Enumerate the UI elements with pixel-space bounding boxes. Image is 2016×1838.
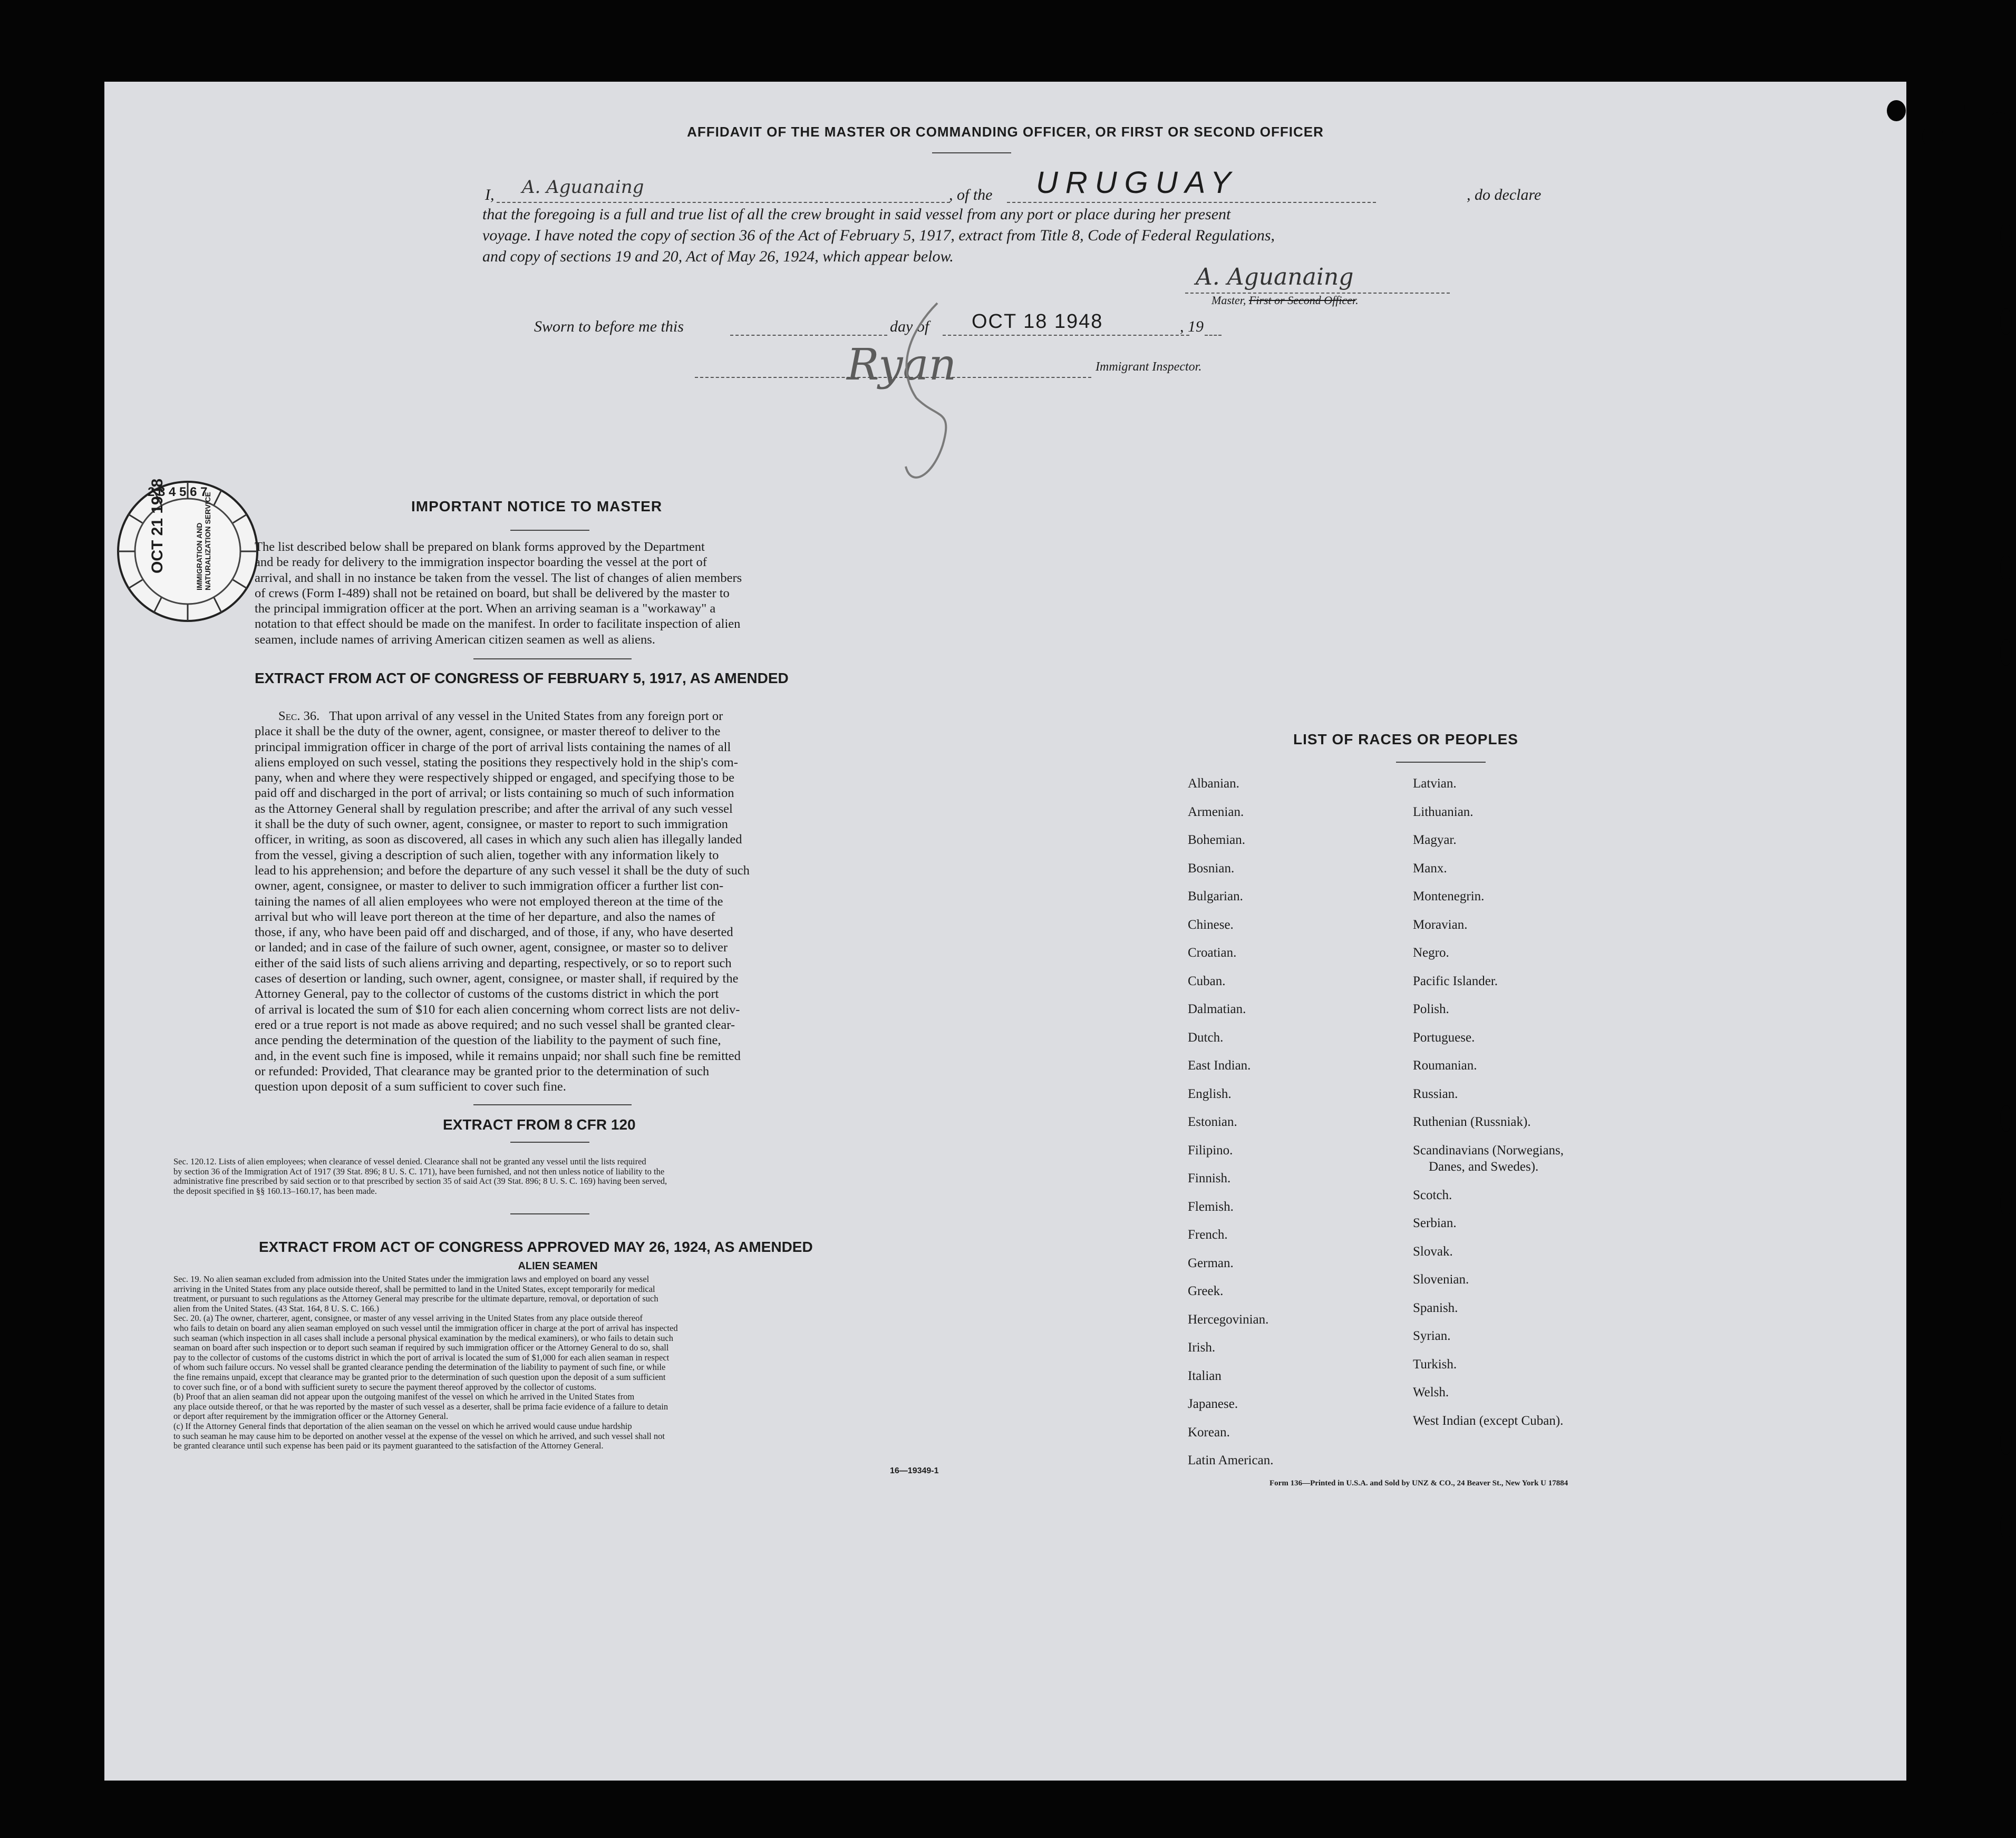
text-line: arrival, and shall in no instance be taken from the vessel. The list of changes of alien members <box>255 570 742 585</box>
punch-hole <box>1988 112 2011 138</box>
text-line: (b) Proof that an alien seaman did not appear upon the outgoing manifest of the vessel on which he arrived in the United States from <box>173 1392 635 1402</box>
race-item: Finnish. <box>1188 1171 1231 1185</box>
race-item: Flemish. <box>1188 1199 1234 1214</box>
extract-cfr-lines <box>173 1157 1049 1196</box>
master-label-suffix: . <box>1355 294 1359 307</box>
punch-hole <box>2000 1513 2012 1539</box>
text-line: of arrival is located the sum of $10 for each alien concerning whom correct lists are not deliv- <box>255 1002 740 1017</box>
master-signature: A. Aguanaing <box>1196 264 1354 290</box>
title-divider <box>932 152 1011 153</box>
text-line: either of the said lists of such aliens arriving and departing, respectively, or so to report such <box>255 956 732 970</box>
notice-title: IMPORTANT NOTICE TO MASTER <box>411 498 663 514</box>
race-item: Negro. <box>1413 946 1449 960</box>
section-divider <box>473 658 632 659</box>
text-line: who fails to detain on board any alien seaman employed on such vessel until the immigration officer in charge at the port of arrival has inspected <box>173 1322 678 1333</box>
text-line: to cover such fine, or of a bond with sufficient surety to secure the payment thereof approved by the collector of customs. <box>173 1382 596 1392</box>
text-line: the fine remains unpaid, except that clearance may be granted prior to the determination of such question upon the deposit of a sum sufficient <box>173 1372 666 1382</box>
race-item: Turkish. <box>1413 1357 1457 1372</box>
text-line: seamen, include names of arriving American citizen seamen as well as aliens. <box>255 632 655 647</box>
day-of-label: day of <box>890 318 929 335</box>
race-item: Slovak. <box>1413 1244 1453 1259</box>
stamp-ring-icon <box>116 480 259 623</box>
declaration-line: voyage. I have noted the copy of section 36 of the Act of February 5, 1917, extract from Title 8, Code of Federal Regulations, <box>482 227 1275 244</box>
text-line: ered or a true report is not made as above required; and no such vessel shall be granted clear- <box>255 1017 735 1032</box>
text-line: The list described below shall be prepared on blank forms approved by the Department <box>255 540 705 554</box>
extract-1924-lines <box>173 1275 1049 1451</box>
extract-cfr-body <box>173 1157 1049 1196</box>
race-item: Montenegrin. <box>1413 889 1485 903</box>
text-line: of crews (Form I-489) shall not be retained on board, but shall be delivered by the master to <box>255 586 730 600</box>
punch-hole <box>2000 1105 2012 1132</box>
race-item: Croatian. <box>1188 946 1237 960</box>
text-line: administrative fine prescribed by said section or to that prescribed by section 35 of said Act (39 Stat. 896; 8 U. S. C. 169) having been served, <box>173 1176 667 1187</box>
declaration-text <box>482 204 1589 267</box>
race-item: Danes, and Swedes). <box>1429 1160 1539 1174</box>
race-item: Hercegovinian. <box>1188 1312 1269 1327</box>
received-stamp <box>116 480 259 623</box>
race-item: Chinese. <box>1188 917 1234 932</box>
text-line: treatment, or pursuant to such regulations as the Attorney General may prescribe for the ultimate departure, removal, or deportation of such <box>173 1294 658 1304</box>
section-divider <box>510 1142 589 1143</box>
section-divider <box>1396 762 1486 763</box>
year-prefix: , 19 <box>1180 318 1204 335</box>
punch-hole <box>2000 308 2012 335</box>
text-line: the principal immigration officer at the port. When an arriving seaman is a "workaway" a <box>255 601 716 616</box>
race-item: Bulgarian. <box>1188 889 1243 903</box>
race-item: Latin American. <box>1188 1453 1274 1467</box>
inspector-flourish <box>832 287 990 493</box>
text-line: of whom such failure occurs. No vessel shall be granted clearance pending the determination of the liability to payment of such fine, or while <box>173 1362 666 1373</box>
text-line: and be ready for delivery to the immigration inspector boarding the vessel at the port of <box>255 555 707 570</box>
race-item: French. <box>1188 1228 1228 1242</box>
text-line: arrival but who will leave port thereon at the time of her departure, and also the names of <box>255 909 715 924</box>
of-the-label: , of the <box>949 186 993 203</box>
race-item: Filipino. <box>1188 1143 1233 1158</box>
race-item: Lithuanian. <box>1413 804 1474 819</box>
punch-hole <box>1887 100 1906 121</box>
extract-1924-subtitle: ALIEN SEAMEN <box>518 1260 598 1272</box>
race-item: Bohemian. <box>1188 833 1246 847</box>
text-line: pay to the collector of customs of the customs district in which the port of arrival is located the sum of $1,000 for each alien seaman in respect <box>173 1352 670 1363</box>
officer-signature: A. Aguanaing <box>522 177 644 198</box>
master-label-prefix: Master, <box>1211 294 1246 307</box>
race-item: German. <box>1188 1256 1234 1270</box>
punch-hole <box>1964 98 1982 118</box>
inspector-signature: Ryan <box>847 340 957 390</box>
stamp-date: OCT 21 1948 <box>149 478 166 573</box>
race-item: Pacific Islander. <box>1413 974 1498 988</box>
text-line: from the vessel, giving a description of such alien, together with any information likely to <box>255 848 719 862</box>
sworn-label: Sworn to before me this <box>534 318 684 335</box>
punch-hole <box>1922 125 1943 148</box>
race-item: English. <box>1188 1086 1232 1101</box>
text-line: ance pending the determination of the question of the liability to the payment of such fine, <box>255 1033 721 1048</box>
master-label <box>1211 294 1359 307</box>
notice-body <box>255 539 963 647</box>
extract-1917-title: EXTRACT FROM ACT OF CONGRESS OF FEBRUARY 5, 1917, AS AMENDED <box>255 670 789 686</box>
punch-hole <box>2000 223 2012 249</box>
race-item: Latvian. <box>1413 776 1457 791</box>
extract-cfr-title: EXTRACT FROM 8 CFR 120 <box>443 1116 636 1133</box>
race-item: Dutch. <box>1188 1030 1224 1045</box>
stamp-digits: 2 3 4 5 6 7 <box>148 485 208 499</box>
declaration-line: and copy of sections 19 and 20, Act of May 26, 1924, which appear below. <box>482 248 954 265</box>
text-line: place it shall be the duty of the owner, agent, consignee, or master thereof to deliver to the <box>255 724 721 739</box>
punch-hole <box>2000 1190 2012 1216</box>
date-stamp: OCT 18 1948 <box>972 310 1103 333</box>
form-code: 16—19349-1 <box>890 1466 939 1475</box>
text-line: Sec. 19. No alien seaman excluded from admission into the United States under the immigration laws and employed on board any vessel <box>173 1274 650 1284</box>
punch-hole <box>2000 639 2012 666</box>
text-line: taining the names of all alien employees who were not employed thereon at the time of the <box>255 894 723 909</box>
do-declare-label: , do declare <box>1467 186 1542 203</box>
extract-1924-title: EXTRACT FROM ACT OF CONGRESS APPROVED MAY 26, 1924, AS AMENDED <box>259 1239 813 1255</box>
text-line: cases of desertion or landing, such owner, agent, consignee, or master shall, if required by the <box>255 971 739 986</box>
text-line: paid off and discharged in the port of arrival; or lists containing so much of such information <box>255 786 734 801</box>
race-item: Welsh. <box>1413 1385 1449 1399</box>
race-item: Polish. <box>1413 1002 1449 1016</box>
race-item: Manx. <box>1413 861 1447 876</box>
text-line: such seaman (which inspection in all cases shall include a personal physical examination by the medical examiners), or who fails to detain such <box>173 1333 674 1343</box>
text-line: and, in the event such fine is imposed, while it remains unpaid; nor shall such fine be remitted <box>255 1048 741 1063</box>
race-item: Dalmatian. <box>1188 1002 1246 1016</box>
extract-1917-lines <box>255 708 963 1094</box>
text-line: or deport after requirement by the immigration officer or the Attorney General. <box>173 1411 449 1422</box>
text-line: lead to his apprehension; and before the departure of any such vessel it shall be the duty of such <box>255 863 750 878</box>
stamp-agency: IMMIGRATION AND NATURALIZATION SERVICE <box>195 492 212 590</box>
text-line: arriving in the United States from any place outside thereof, shall be permitted to land in the United States, except temporarily for medical <box>173 1283 655 1294</box>
race-item: Moravian. <box>1413 917 1468 932</box>
section-label: Sec. 36. <box>278 709 320 723</box>
text-line: officer, in writing, as soon as discovered, all cases in which any such alien has illegally landed <box>255 832 742 847</box>
race-item: Russian. <box>1413 1086 1458 1101</box>
race-item: Cuban. <box>1188 974 1226 988</box>
punch-hole <box>2000 555 2012 581</box>
race-item: Korean. <box>1188 1425 1230 1440</box>
race-item: Serbian. <box>1413 1216 1457 1230</box>
affidavit-title: AFFIDAVIT OF THE MASTER OR COMMANDING OFFICER, OR FIRST OR SECOND OFFICER <box>687 124 1324 140</box>
race-item: Greek. <box>1188 1284 1224 1298</box>
text-run: That upon arrival of any vessel in the United States from any foreign port or <box>329 709 723 723</box>
race-item: Albanian. <box>1188 776 1239 791</box>
race-item: East Indian. <box>1188 1058 1251 1073</box>
text-line: alien from the United States. (43 Stat. 164, 8 U. S. C. 166.) <box>173 1303 379 1314</box>
text-line: principal immigration officer in charge of the port of arrival lists containing the names of all <box>255 740 731 754</box>
race-item: Magyar. <box>1413 833 1457 847</box>
dotted-fill <box>695 377 1091 378</box>
race-item: Portuguese. <box>1413 1030 1475 1045</box>
text-line: seaman on board after such inspection or to deport such seaman if required by such immigration officer or the Attorney General to do so, shall <box>173 1343 669 1353</box>
text-line: Sec. 20. (a) The owner, charterer, agent, consignee, or master of any vessel arriving in the United States from any place outside thereof <box>173 1313 643 1324</box>
race-item: Slovenian. <box>1413 1272 1469 1287</box>
text-line: to such seaman he may cause him to be deported on another vessel at the expense of the vessel on which he arrived, and such vessel shall not <box>173 1431 665 1441</box>
form-note: Form 136—Printed in U.S.A. and Sold by UNZ & CO., 24 Beaver St., New York U 17884 <box>1269 1479 1568 1487</box>
extract-1924-body <box>173 1275 1049 1451</box>
race-item: Estonian. <box>1188 1115 1237 1129</box>
race-item: Irish. <box>1188 1340 1216 1355</box>
inspector-label: Immigrant Inspector. <box>1096 360 1202 374</box>
text-line: by section 36 of the Immigration Act of 1917 (39 Stat. 896; 8 U. S. C. 171), have been furnished, and not then unless notice of liability to the <box>173 1166 665 1176</box>
race-item: Italian <box>1188 1368 1222 1383</box>
section-divider <box>473 1104 632 1105</box>
text-line: Attorney General, pay to the collector of customs of the customs district in which the port <box>255 987 719 1001</box>
declaration-line: that the foregoing is a full and true list of all the crew brought in said vessel from any port or place during her present <box>482 206 1231 223</box>
text-line <box>255 708 963 724</box>
race-item: West Indian (except Cuban). <box>1413 1413 1564 1428</box>
section-divider <box>510 1213 589 1214</box>
text-line: notation to that effect should be made on the manifest. In order to facilitate inspection of alien <box>255 617 741 631</box>
text-line: Sec. 120.12. Lists of alien employees; when clearance of vessel denied. Clearance shall not be granted any vessel until the lists required <box>173 1156 646 1166</box>
race-item: Scotch. <box>1413 1188 1452 1202</box>
punch-hole <box>2000 1428 2012 1455</box>
section-divider <box>510 530 589 531</box>
text-line: question upon deposit of a sum sufficient to cover such fine. <box>255 1080 566 1094</box>
text-line: the deposit specified in §§ 160.13–160.17, has been made. <box>173 1185 377 1196</box>
text-line: owner, agent, consignee, or master to deliver to such immigration officer a further list con- <box>255 879 724 893</box>
race-item: Ruthenian (Russniak). <box>1413 1115 1531 1129</box>
race-item: Spanish. <box>1413 1300 1458 1315</box>
race-item: Japanese. <box>1188 1397 1238 1411</box>
text-line: those, if any, who have been paid off and discharged, and of those, if any, who have deserted <box>255 925 733 940</box>
text-line: aliens employed on such vessel, stating the positions they respectively hold in the ship's com- <box>255 755 738 770</box>
text-line: or landed; and in case of the failure of such owner, agent, consignee, or master so to deliver <box>255 940 728 955</box>
dotted-fill <box>1205 335 1222 336</box>
text-line: it shall be the duty of such owner, agent, consignee, or master to report to such immigration <box>255 817 728 832</box>
race-item: Syrian. <box>1413 1329 1451 1343</box>
text-line: as the Attorney General shall by regulation prescribe; and after the arrival of any such vessel <box>255 801 733 816</box>
document-page <box>104 82 1906 1781</box>
master-label-struck: First or Second Officer <box>1248 294 1356 307</box>
races-title: LIST OF RACES OR PEOPLES <box>1293 731 1518 747</box>
notice-lines <box>255 539 963 647</box>
race-item: Roumanian. <box>1413 1058 1477 1073</box>
races-left-column <box>1188 776 1388 1482</box>
race-item: Armenian. <box>1188 804 1244 819</box>
dotted-fill <box>1007 202 1376 203</box>
text-line: be granted clearance until such expense has been paid or its payment guaranteed to the satisfaction of the Attorney General. <box>173 1441 604 1451</box>
race-item: Bosnian. <box>1188 861 1235 876</box>
dotted-fill <box>497 202 950 203</box>
prefix-i: I, <box>485 186 495 203</box>
text-line: or refunded: Provided, That clearance may be granted prior to the determination of such <box>255 1064 710 1078</box>
text-line: any place outside thereof, or that he was reported by the master of such vessel as a deserter, shall be prima facie evidence of a failure to detain <box>173 1401 668 1412</box>
races-right-column <box>1413 776 1634 1442</box>
vessel-name: URUGUAY <box>1036 166 1238 200</box>
extract-1917-body <box>255 708 963 1094</box>
text-line: pany, when and where they were respectively shipped or engaged, and specifying those to be <box>255 771 735 785</box>
race-item: Scandinavians (Norwegians, <box>1413 1143 1564 1158</box>
text-line: (c) If the Attorney General finds that deportation of the alien seaman on the vessel on which he arrived would cause undue hardship <box>173 1421 632 1431</box>
